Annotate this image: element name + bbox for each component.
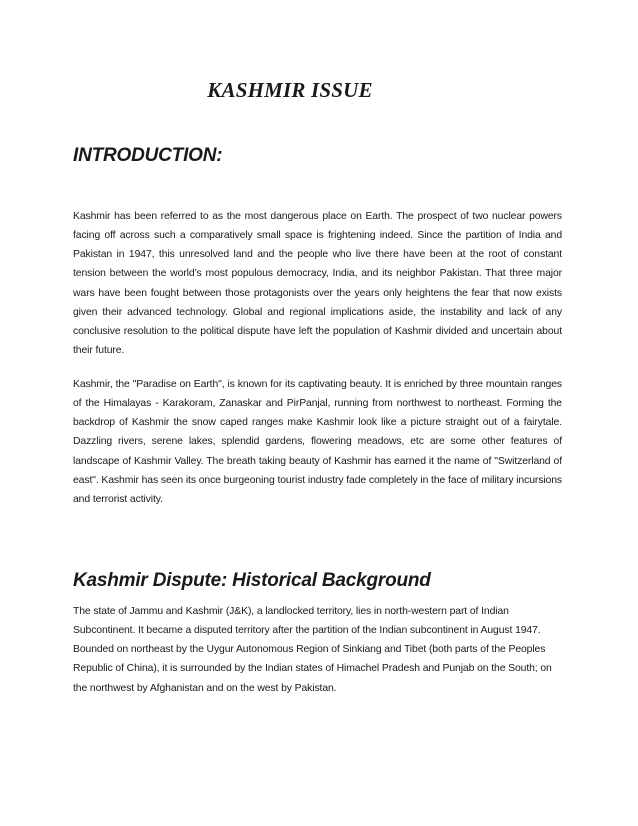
section-heading-introduction: INTRODUCTION: — [73, 145, 223, 166]
historical-background-paragraph: The state of Jammu and Kashmir (J&K), a landlocked territory, lies in north-western part of Indian Subcontinent. It became a disputed territory after the partition of the Indian subcontinent in August 1947. Bounded on northeast by the Uygur Autonomous Region of Sinkiang and Tibet (both parts of the Peoples Republic of China), it is surrounded by the Indian states of Himachel Pradesh and Punjab on the South; on the northwest by Afghanistan and on the west by Pakistan. — [73, 606, 552, 694]
introduction-paragraph-1: Kashmir has been referred to as the most dangerous place on Earth. The prospect of two nuclear powers facing off across such a comparatively small space is frightening indeed. Since the partition of India and Pakistan in 1947, this unresolved land and the people who live there have been at the root of constant tension between the world’s most populous democracy, India, and its neighbor Pakistan. That three major wars have been fought between those protagonists over the years only heightens the fear that now exists given their advanced technology. Global and regional implications aside, the instability and lack of any conclusive resolution to the political dispute have left the population of Kashmir divided and uncertain about their future. — [73, 211, 562, 357]
section-heading-historical-background: Kashmir Dispute: Historical Background — [73, 570, 431, 591]
introduction-paragraph-2: Kashmir, the "Paradise on Earth", is known for its captivating beauty. It is enriched by three mountain ranges of the Himalayas - Karakoram, Zanaskar and PirPanjal, running from northwest to northeast. Forming the backdrop of Kashmir the snow caped ranges make Kashmir look like a picture straight out of a fairytale. Dazzling rivers, serene lakes, splendid gardens, flowering meadows, etc are some other features of landscape of Kashmir Valley. The breath taking beauty of Kashmir has earned it the name of "Switzerland of east". Kashmir has seen its once burgeoning tourist industry fade completely in the face of military incursions and terrorist activity. — [73, 379, 562, 505]
document-title: KASHMIR ISSUE — [207, 78, 373, 102]
